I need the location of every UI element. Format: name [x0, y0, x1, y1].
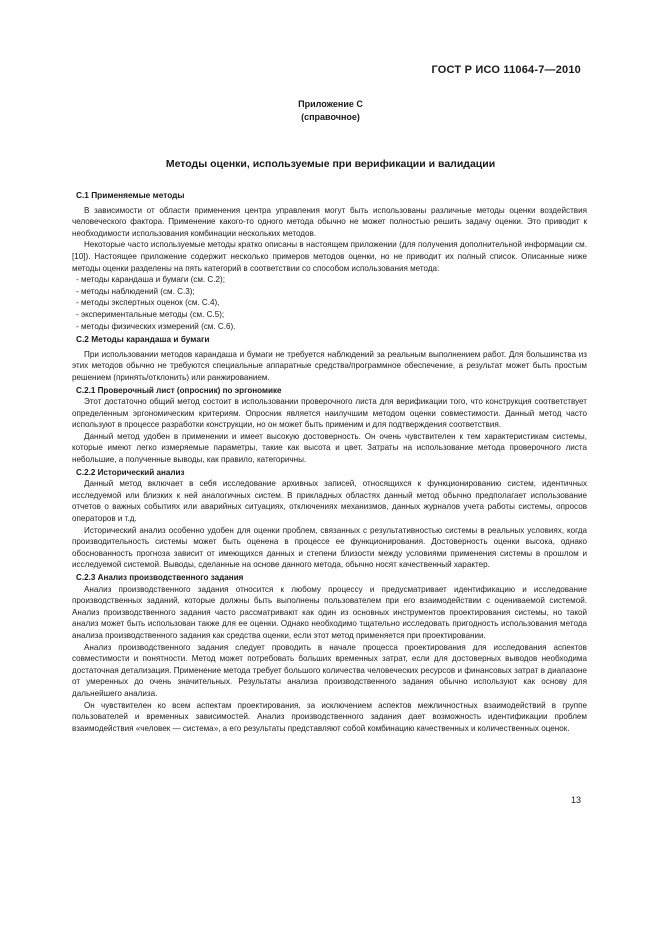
paragraph: Данный метод включает в себя исследование архивных записей, относящихся к функционированию систем, идентичных исследуемой или близких к ней аналогичных систем. В прикладных областях данный метод обычно предполагает использование отчетов о важных событиях или аварийных ситуациях, отключениях механизмов, данных журналов учета работы системы, опросов операторов и т.д. [72, 479, 587, 524]
list-item: - методы карандаша и бумаги (см. С.2); [76, 275, 225, 285]
section-c21-heading: С.2.1 Проверочный лист (опросник) по эргономике [76, 385, 282, 395]
document-body [72, 188, 587, 734]
paragraph: При использовании методов карандаша и бумаги не требуется наблюдений за реальным выполнением работ. Для большинства из этих методов обычно не требуются специальные аппаратные средства/программное обеспечение, а результат может быть простым решением (принять/отклонить) или ранжированием. [72, 349, 587, 382]
page-number: 13 [570, 795, 581, 805]
appendix-subtitle: (справочное) [301, 112, 360, 122]
appendix-heading [0, 98, 661, 124]
section-c1-heading: С.1 Применяемые методы [76, 190, 185, 200]
list-item: - методы физических измерений (см. С.6). [76, 321, 236, 331]
paragraph: Этот достаточно общий метод состоит в использовании проверочного листа для верификации того, что конструкция соответствует определенным эргономическим критериям. Опросник является наилучшим методом оценки совместимости. Данный метод часто используют в процессе разработки конструкции, но он может быть применим и для подтверждения соответствия. [72, 397, 587, 430]
paragraph: Анализ производственного задания следует проводить в начале процесса проектирования для исследования аспектов совместимости и понятности. Метод может потребовать больших временных затрат, если для достоверных выводов необходима достаточная детализация. Применение метода требует большого количества человеческих ресурсов и финансовых затрат в диапазоне от умеренных до очень значительных. Результаты анализа производственного задания обычно используют как основу для дальнейшего анализа. [72, 642, 587, 698]
section-c2-heading: С.2 Методы карандаша и бумаги [76, 334, 210, 345]
paragraph: Анализ производственного задания относится к любому процессу и предусматривает идентификацию и исследование производственных заданий, которые должны быть выполнены пользователем при его взаимодействии с оцениваемой системой. Анализ производственного задания часто рассматривают как один из основных инструментов проектирования системы, но такой анализ может быть использован также для ее оценки. Однако необходимо тщательно исследовать пригодность использования метода анализа производственного задания как средства оценки, если этот метод применяется при проектировании. [72, 584, 587, 640]
paragraph: Некоторые часто используемые методы кратко описаны в настоящем приложении (для получения дополнительной информации см. [10]). Настоящее приложение содержит несколько примеров методов оценки, но не приводит их полный список. Описанные ниже методы оценки разделены на пять категорий в соответствии со способом использования метода: [72, 240, 587, 273]
list-item: - экспериментальные методы (см. С.5); [76, 309, 225, 319]
appendix-title: Приложение С [298, 99, 363, 109]
standard-header: ГОСТ Р ИСО 11064-7—2010 [431, 64, 581, 76]
list-item: - методы наблюдений (см. С.3); [76, 286, 195, 296]
list-item: - методы экспертных оценок (см. С.4), [76, 298, 220, 308]
paragraph: Исторический анализ особенно удобен для оценки проблем, связанных с результативностью системы в реальных условиях, когда производительность системы может быть оценена в процессе ее функционирования. Достоверность оценки высока, однако обоснованность прогноза зависит от имеющихся данных и степени близости между условиями применения системы в прошлом и исследуемой системой. Выводы, сделанные на основе данного метода, обычно носят качественный характер. [72, 525, 587, 570]
paragraph: Данный метод удобен в применении и имеет высокую достоверность. Он очень чувствителен к тем характеристикам системы, которые имеют легко измеряемые параметры, такие как высота и цвет. Затраты на использование метода проверочного листа небольшие, а полученные выводы, как правило, категоричны. [72, 431, 587, 465]
section-c23-heading: С.2.3 Анализ производственного задания [76, 573, 244, 582]
page-title: Методы оценки, используемые при верификации и валидации [165, 158, 496, 170]
paragraph: Он чувствителен ко всем аспектам проектирования, за исключением аспектов межличностных взаимодействий в группе пользователей и временных зависимостей. Анализ производственного задания дает возможность идентификации проблем взаимодействия «человек — система», а его результаты представляют собой комбинацию качественных и количественных оценок. [72, 700, 587, 733]
section-c22-heading: С.2.2 Исторический анализ [76, 467, 185, 477]
paragraph: В зависимости от области применения центра управления могут быть использованы различные методы оценки воздействия человеческого фактора. Применение какого-то одного метода обычно не может полностью решить задачу оценки. Это приводит к необходимости использования комбинации нескольких методов. [72, 205, 587, 238]
